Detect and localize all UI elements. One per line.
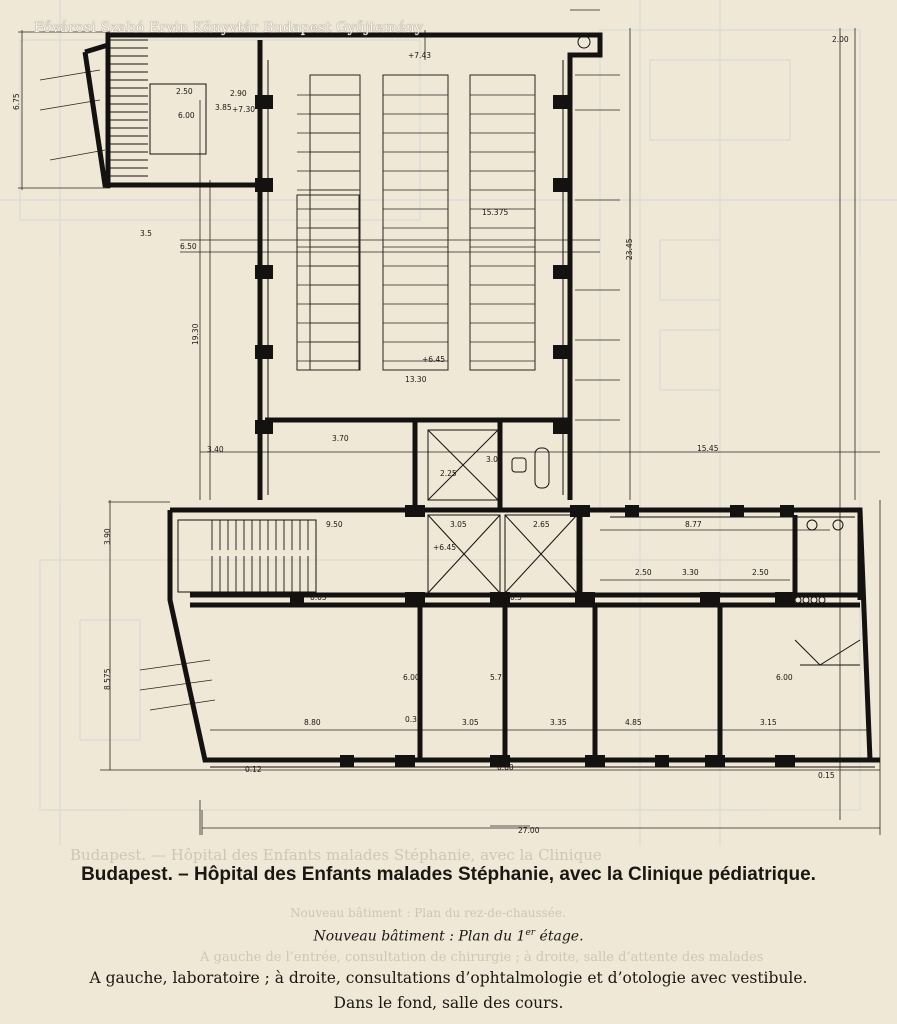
dimension-label: 8.575: [103, 668, 112, 690]
dimension-label: 13.30: [405, 375, 427, 384]
dimension-label: 3.15: [760, 718, 777, 727]
dimension-label: 3.40: [207, 445, 224, 454]
dimension-labels: [12, 35, 849, 835]
dimension-label: +6.45: [422, 355, 445, 364]
dimension-label: 9.50: [326, 520, 343, 529]
dimension-label: 2.65: [533, 520, 550, 529]
bleed-through-text-2: Nouveau bâtiment : Plan du rez-de-chaussée.: [290, 906, 566, 920]
dimension-label: 15.45: [697, 444, 719, 453]
dimension-label: 3.90: [103, 528, 112, 545]
dimension-label: F0.0: [780, 593, 797, 602]
dimension-label: 3.00: [486, 455, 503, 464]
dimension-label: 3.05: [462, 718, 479, 727]
dimension-label: 2.50: [635, 568, 652, 577]
dimension-label: 27.00: [518, 826, 540, 835]
dimension-label: 6.50: [180, 242, 197, 251]
dimension-label: 3.35: [550, 718, 567, 727]
plate-description-line-2: Dans le fond, salle des cours.: [333, 994, 564, 1012]
bed-dividers: [297, 95, 535, 361]
plate-subtitle-sup: er: [525, 928, 536, 938]
dimension-label: 6.00: [403, 673, 420, 682]
dimension-label: 3.05: [450, 520, 467, 529]
dimension-label: 3.5: [140, 229, 152, 238]
dimension-label: 8.80: [304, 718, 321, 727]
dimension-label: 15.375: [482, 208, 509, 217]
bleed-through-text-1: Budapest. — Hôpital des Enfants malades Stéphanie, avec la Clinique: [70, 846, 602, 864]
dimension-label: 3.30: [682, 568, 699, 577]
dimension-label: 2.90: [230, 89, 247, 98]
dimension-label: 3.85: [215, 103, 232, 112]
dimension-label: 2.25: [440, 469, 457, 478]
bleed-through-text-3: A gauche de l’entrée, consultation de chirurgie ; à droite, salle d’attente des malades: [200, 950, 764, 965]
dimension-label: 0.05: [310, 593, 327, 602]
dimension-label: 6.00: [178, 111, 195, 120]
dimension-label: 3.70: [332, 434, 349, 443]
plate-title: Budapest. – Hôpital des Enfants malades Stéphanie, avec la Clinique pédiatrique.: [81, 864, 816, 885]
piers: [255, 95, 795, 767]
dimension-label: 0.5: [510, 593, 522, 602]
plate-subtitle: [0, 928, 897, 945]
dimension-label: 5.75: [490, 673, 507, 682]
dimension-label: 4.85: [625, 718, 642, 727]
dimension-label: 8.77: [685, 520, 702, 529]
dimension-label: 6.75: [12, 93, 21, 110]
dimension-label: 2.50: [176, 87, 193, 96]
plate-subtitle-text: Nouveau bâtiment : Plan du 1: [313, 928, 526, 945]
dimension-label: +7.30: [232, 105, 255, 114]
dimension-label: +7.43: [408, 51, 431, 60]
dimension-label: 23.45: [625, 238, 634, 260]
dimension-label: +6.45: [433, 543, 456, 552]
walls: [85, 35, 880, 760]
library-watermark: Fővárosi Szabó Ervin Könyvtár Budapest Gyűjtemény: [34, 20, 424, 36]
dimension-label: 0.35: [405, 715, 422, 724]
ward-bed-rows: [297, 75, 535, 370]
dimension-label: 0.15: [818, 771, 835, 780]
dimension-label: 0.12: [245, 765, 262, 774]
plate-description-line-1: A gauche, laboratoire ; à droite, consultations d’ophtalmologie et d’otologie avec vestibule.: [89, 969, 808, 987]
staircases: [150, 84, 316, 592]
dimension-label: 19.30: [191, 323, 200, 345]
dimension-label: 2.50: [752, 568, 769, 577]
dimension-label: 6.00: [776, 673, 793, 682]
dimension-label: 2.00: [832, 35, 849, 44]
dimension-label: 0.60: [497, 763, 514, 772]
plate-subtitle-suffix: étage.: [535, 928, 584, 945]
